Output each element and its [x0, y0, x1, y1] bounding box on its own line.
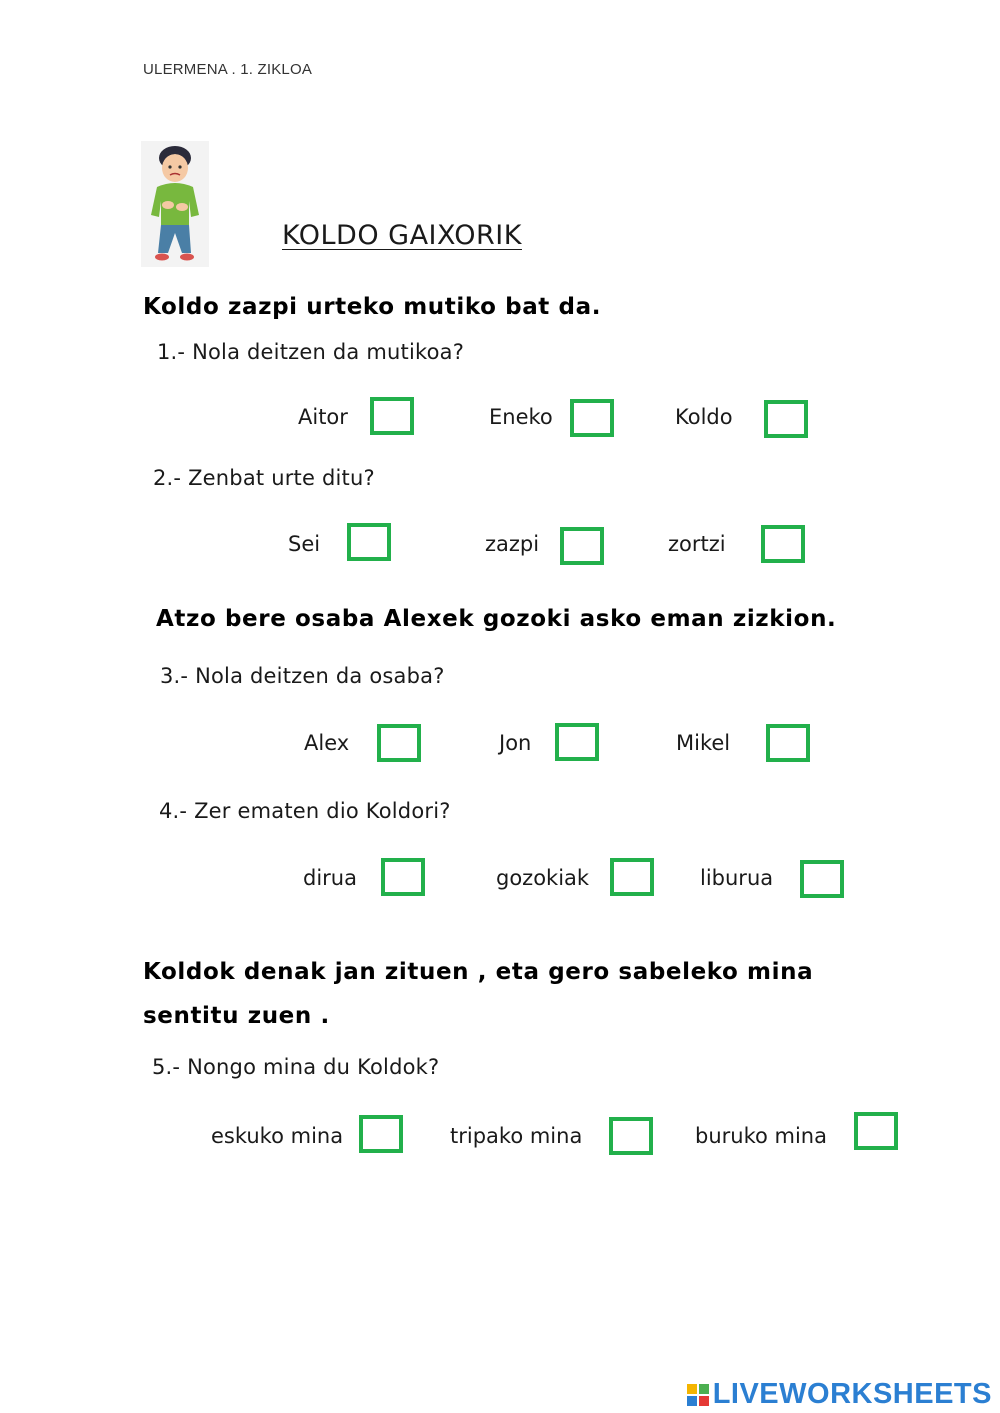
- option-label: zortzi: [668, 532, 726, 556]
- answer-checkbox-q5-b[interactable]: [609, 1117, 653, 1155]
- question-2: 2.- Zenbat urte ditu?: [153, 466, 375, 490]
- answer-checkbox-q3-b[interactable]: [555, 723, 599, 761]
- liveworksheets-logo-icon: [687, 1384, 709, 1406]
- option-label: zazpi: [485, 532, 540, 556]
- answer-checkbox-q3-c[interactable]: [766, 724, 810, 762]
- answer-checkbox-q1-a[interactable]: [370, 397, 414, 435]
- passage-3-line-2: sentitu zuen .: [143, 1003, 330, 1029]
- option-label: Jon: [499, 731, 532, 755]
- sick-boy-illustration-icon: [141, 141, 209, 267]
- answer-checkbox-q5-a[interactable]: [359, 1115, 403, 1153]
- option-label: buruko mina: [695, 1124, 827, 1148]
- option-label: gozokiak: [496, 866, 590, 890]
- question-1: 1.- Nola deitzen da mutikoa?: [157, 340, 465, 364]
- passage-3-line-1: Koldok denak jan zituen , eta gero sabeleko mina: [143, 959, 814, 985]
- passage-1: Koldo zazpi urteko mutiko bat da.: [143, 294, 602, 320]
- option-label: liburua: [700, 866, 774, 890]
- option-label: eskuko mina: [211, 1124, 344, 1148]
- answer-checkbox-q3-a[interactable]: [377, 724, 421, 762]
- passage-2: Atzo bere osaba Alexek gozoki asko eman zizkion.: [156, 606, 837, 632]
- question-5: 5.- Nongo mina du Koldok?: [152, 1055, 440, 1079]
- brand-name: LIVEWORKSHEETS: [712, 1378, 992, 1410]
- answer-checkbox-q5-c[interactable]: [854, 1112, 898, 1150]
- answer-checkbox-q2-c[interactable]: [761, 525, 805, 563]
- worksheet-header: ULERMENA . 1. ZIKLOA: [143, 61, 313, 78]
- option-label: Eneko: [489, 405, 553, 429]
- answer-checkbox-q4-c[interactable]: [800, 860, 844, 898]
- answer-checkbox-q2-b[interactable]: [560, 527, 604, 565]
- option-label: Sei: [288, 532, 321, 556]
- question-4: 4.- Zer ematen dio Koldori?: [159, 799, 451, 823]
- option-label: dirua: [303, 866, 357, 890]
- answer-checkbox-q1-b[interactable]: [570, 399, 614, 437]
- answer-checkbox-q1-c[interactable]: [764, 400, 808, 438]
- worksheet-title: KOLDO GAIXORIK: [282, 220, 522, 251]
- option-label: Koldo: [675, 405, 733, 429]
- option-label: Alex: [304, 731, 350, 755]
- question-3: 3.- Nola deitzen da osaba?: [160, 664, 445, 688]
- option-label: tripako mina: [450, 1124, 583, 1148]
- liveworksheets-logo: [687, 1378, 992, 1411]
- option-label: Mikel: [676, 731, 731, 755]
- option-label: Aitor: [298, 405, 348, 429]
- answer-checkbox-q2-a[interactable]: [347, 523, 391, 561]
- answer-checkbox-q4-a[interactable]: [381, 858, 425, 896]
- answer-checkbox-q4-b[interactable]: [610, 858, 654, 896]
